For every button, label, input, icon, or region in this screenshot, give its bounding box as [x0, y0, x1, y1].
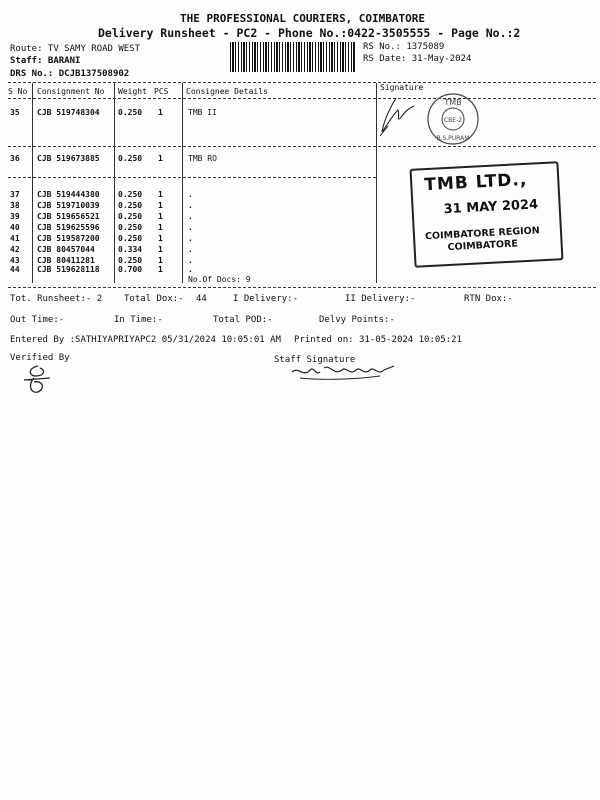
row-consignment: CJB 519625596 — [37, 223, 100, 232]
rs-number: RS No.: 1375089 — [363, 42, 445, 52]
row-consignment: CJB 519673885 — [37, 154, 100, 163]
col-weight: Weight — [118, 87, 147, 96]
stamp-region: COIMBATORE REGION — [424, 225, 540, 243]
row-weight: 0.250 — [118, 212, 143, 221]
no-of-docs: No.Of Docs: 9 — [188, 275, 251, 284]
row-sno: 40 — [10, 223, 20, 232]
rs-date: RS Date: 31-May-2024 — [363, 54, 472, 64]
row-consignment: CJB 519656521 — [37, 212, 100, 221]
row-details: . — [188, 212, 193, 221]
round-stamp-top: TMB — [444, 98, 462, 107]
staff-signature — [290, 362, 400, 384]
stamp-city: COIMBATORE — [447, 238, 519, 254]
runsheet-subtitle: Delivery Runsheet - PC2 - Phone No.:0422-3505555 - Page No.:2 — [98, 26, 521, 40]
row-consignment: CJB 519748304 — [37, 108, 100, 117]
tot-runsheet: Tot. Runsheet:- 2 — [10, 294, 103, 304]
row-details: . — [188, 201, 193, 210]
row-weight: 0.250 — [118, 190, 143, 199]
row-sno: 42 — [10, 245, 20, 254]
table-header-rule — [8, 98, 596, 99]
row-rule — [8, 146, 596, 147]
stamp-title: TMB LTD., — [423, 169, 528, 196]
row-consignment: CJB 519628118 — [37, 265, 100, 274]
row-consignment: CJB 519587200 — [37, 234, 100, 243]
row-sno: 43 — [10, 256, 20, 265]
col-pcs: PCS — [154, 87, 169, 96]
row-details: TMB RO — [188, 154, 217, 163]
i-delivery: I Delivery:- — [233, 294, 299, 304]
row-details: . — [188, 245, 193, 254]
ii-delivery: II Delivery:- — [345, 294, 416, 304]
consignee-signature — [376, 96, 416, 141]
staff-signature-label: Staff Signature — [274, 355, 356, 365]
row-details: . — [188, 223, 193, 232]
row-sno: 44 — [10, 265, 20, 274]
row-details: . — [188, 190, 193, 199]
row-details: TMB II — [188, 108, 217, 117]
verified-by-label: Verified By — [10, 353, 70, 363]
round-stamp — [427, 93, 479, 145]
row-sno: 39 — [10, 212, 20, 221]
printed-on: Printed on: 31-05-2024 10:05:21 — [294, 335, 462, 345]
row-weight: 0.250 — [118, 154, 143, 163]
row-pcs: 1 — [158, 234, 163, 243]
bank-stamp — [410, 161, 564, 268]
row-pcs: 1 — [158, 223, 163, 232]
row-pcs: 1 — [158, 201, 163, 210]
row-sno: 35 — [10, 108, 20, 117]
row-consignment: CJB 519710039 — [37, 201, 100, 210]
stamp-date: 31 MAY 2024 — [443, 197, 539, 218]
row-details: . — [188, 265, 193, 274]
row-pcs: 1 — [158, 108, 163, 117]
total-dox-value: 44 — [196, 294, 207, 304]
entered-by: Entered By :SATHIYAPRIYAPC2 05/31/2024 10:05:01 AM — [10, 335, 281, 345]
route-label: Route: TV SAMY ROAD WEST — [10, 44, 141, 54]
row-consignment: CJB 80411281 — [37, 256, 95, 265]
col-sno: S No — [8, 87, 28, 96]
table-row — [0, 265, 600, 275]
out-time: Out Time:- — [10, 315, 65, 325]
col-consignment: Consignment No — [37, 87, 105, 96]
total-pod: Total POD:- — [213, 315, 273, 325]
row-weight: 0.250 — [118, 234, 143, 243]
row-pcs: 1 — [158, 190, 163, 199]
drs-number: DRS No.: DCJB137508902 — [10, 69, 130, 79]
in-time: In Time:- — [114, 315, 163, 325]
row-weight: 0.250 — [118, 223, 143, 232]
row-pcs: 1 — [158, 265, 163, 274]
row-pcs: 1 — [158, 245, 163, 254]
row-sno: 37 — [10, 190, 20, 199]
row-details: . — [188, 256, 193, 265]
row-pcs: 1 — [158, 212, 163, 221]
round-stamp-bottom: R.S.PURAM — [436, 135, 470, 142]
round-stamp-center: CBE-2 — [443, 117, 463, 124]
row-sno: 41 — [10, 234, 20, 243]
row-consignment: CJB 80457044 — [37, 245, 95, 254]
company-title: THE PROFESSIONAL COURIERS, COIMBATORE — [180, 12, 426, 25]
row-weight: 0.250 — [118, 201, 143, 210]
total-dox: Total Dox:- — [124, 294, 184, 304]
row-pcs: 1 — [158, 154, 163, 163]
table-row — [0, 108, 600, 118]
row-weight: 0.334 — [118, 245, 143, 254]
row-pcs: 1 — [158, 256, 163, 265]
row-consignment: CJB 519444380 — [37, 190, 100, 199]
row-sno: 38 — [10, 201, 20, 210]
rtn-dox: RTN Dox:- — [464, 294, 513, 304]
table-row — [0, 154, 600, 164]
row-rule — [8, 177, 376, 178]
row-weight: 0.250 — [118, 256, 143, 265]
row-weight: 0.250 — [118, 108, 143, 117]
col-signature: Signature — [380, 83, 424, 92]
row-details: . — [188, 234, 193, 243]
row-weight: 0.700 — [118, 265, 143, 274]
verified-signature — [20, 362, 60, 398]
row-sno: 36 — [10, 154, 20, 163]
table-header — [0, 83, 600, 97]
delvy-points: Delvy Points:- — [319, 315, 395, 325]
barcode — [230, 42, 355, 72]
table-top-rule — [8, 82, 596, 83]
staff-label: Staff: BARANI — [10, 56, 81, 66]
col-consignee: Consignee Details — [186, 87, 268, 96]
table-bottom-rule — [8, 287, 596, 288]
